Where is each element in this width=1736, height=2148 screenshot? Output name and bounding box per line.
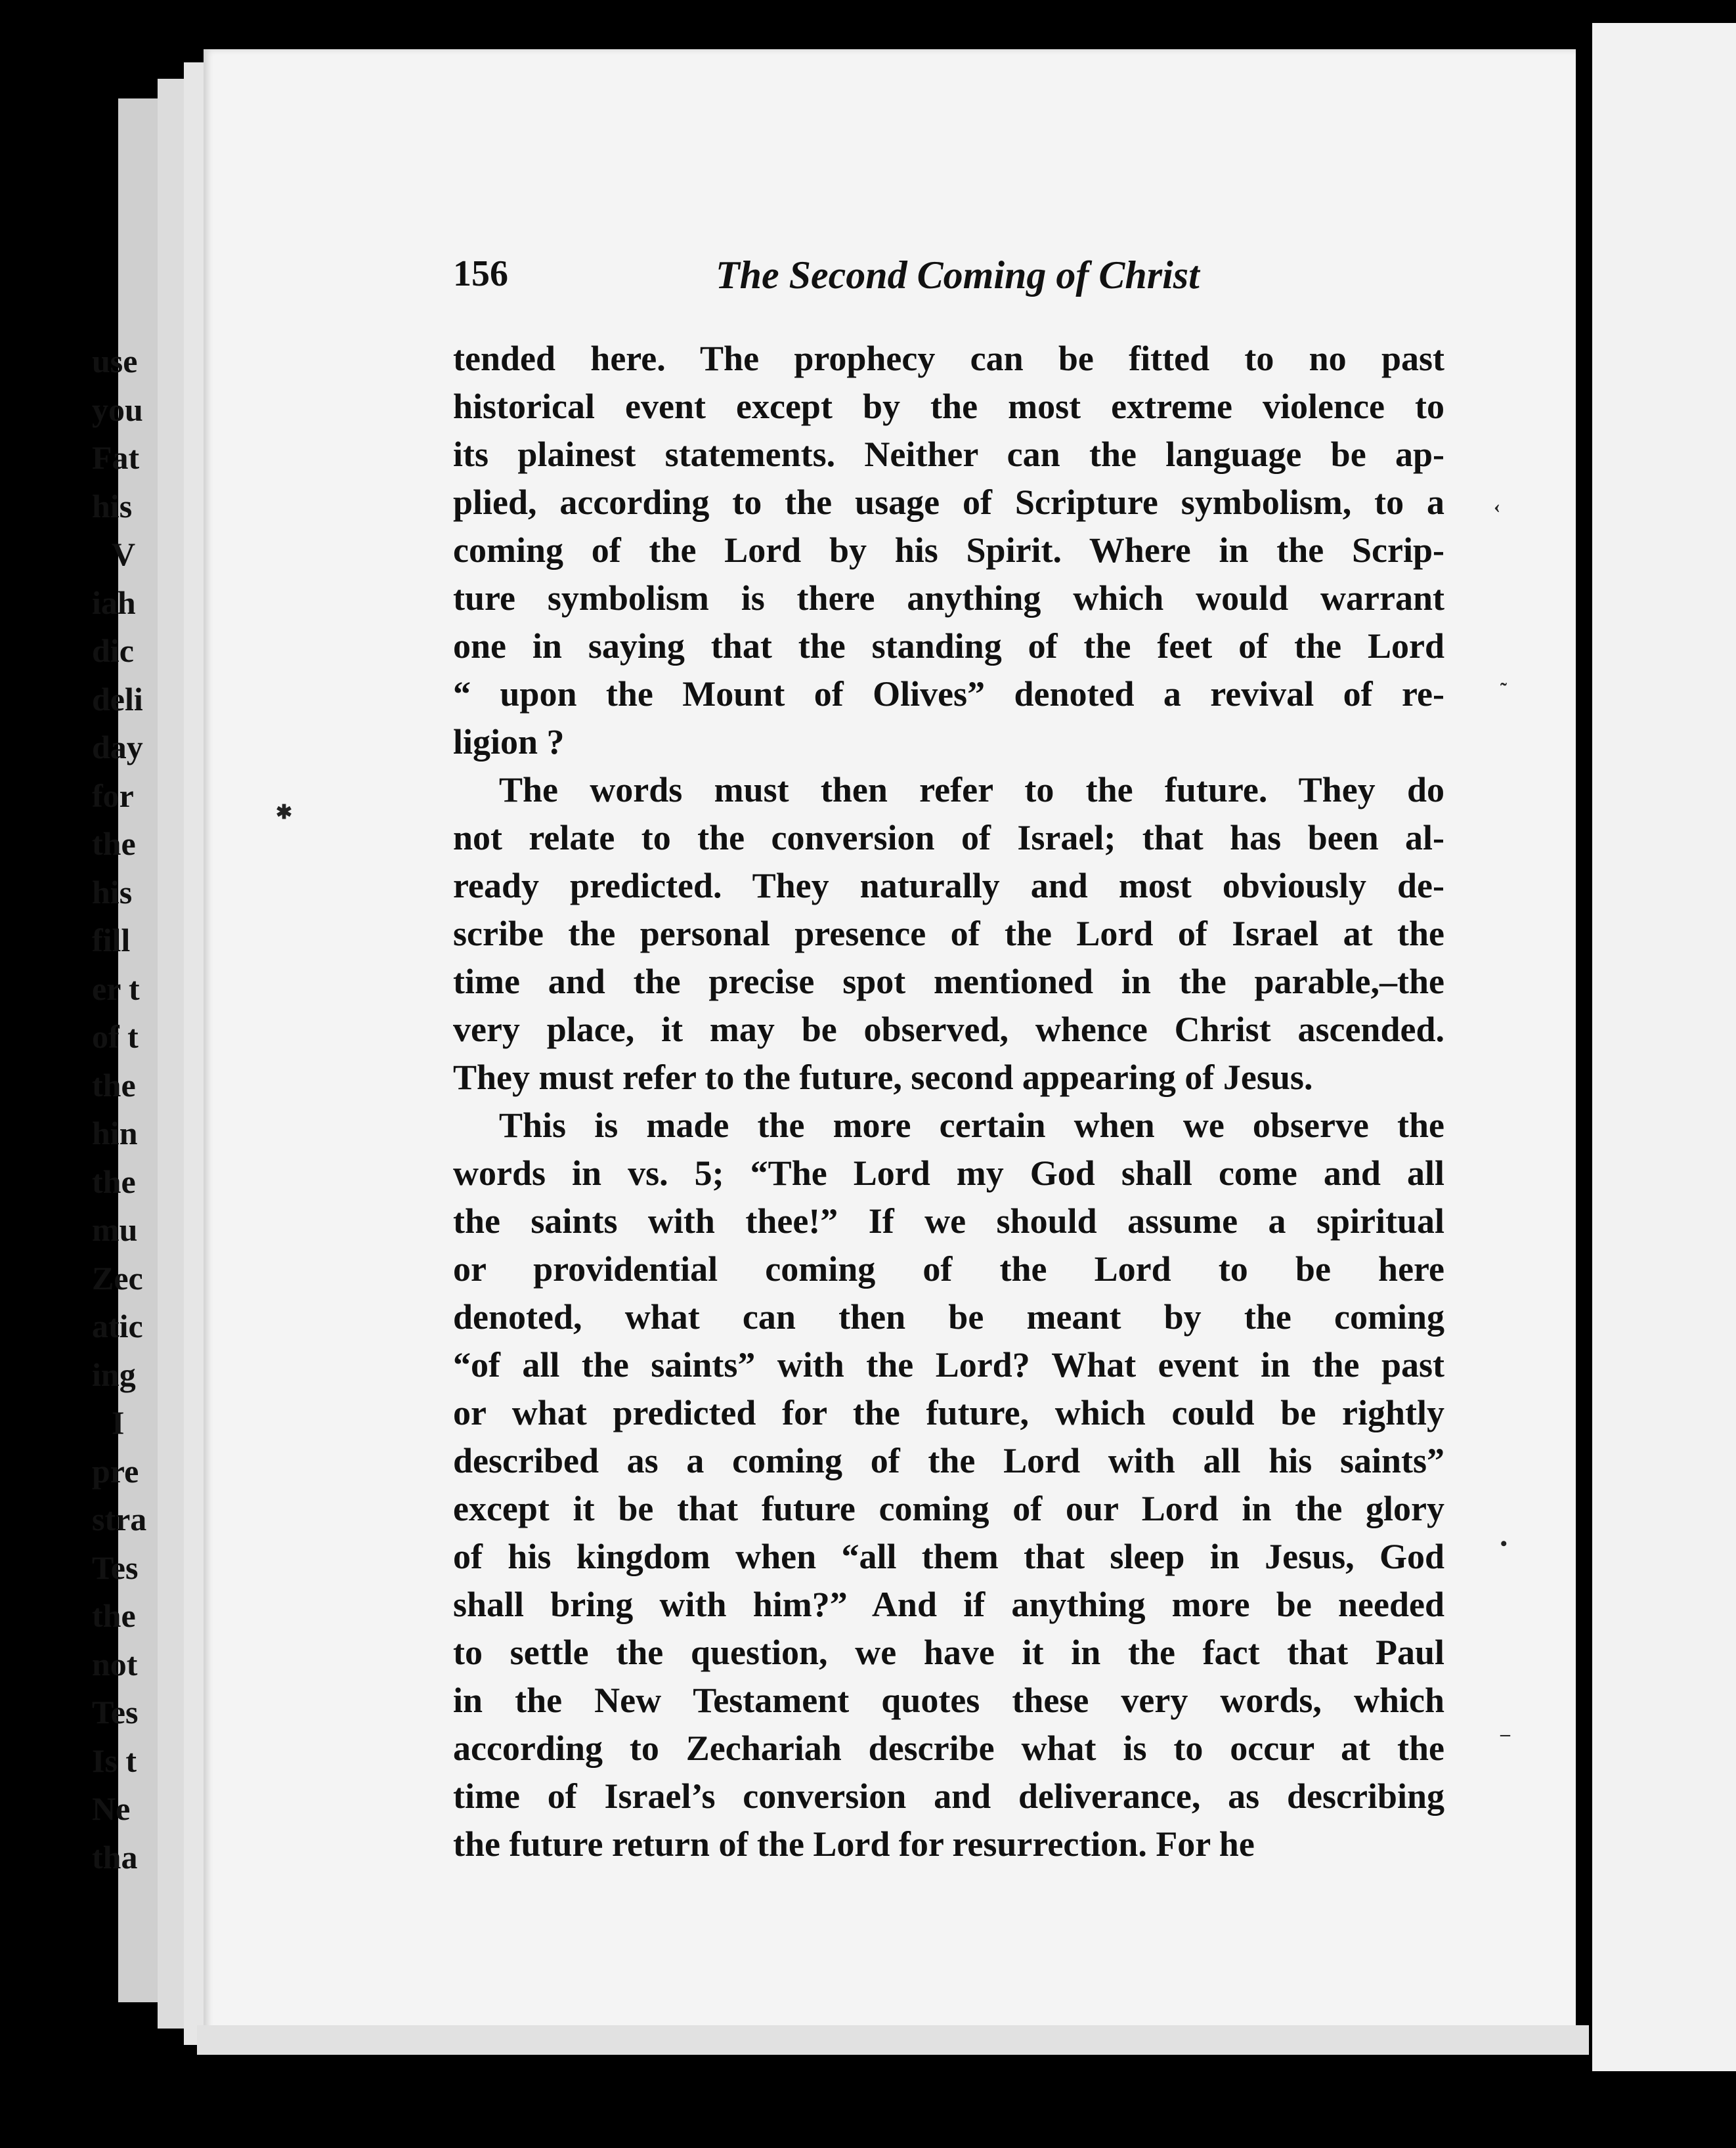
body-line: one in saying that the standing of the feet of the Lord <box>453 626 1444 666</box>
margin-mark: • <box>1500 1533 1508 1555</box>
margin-mark: – <box>1500 1723 1510 1745</box>
facing-page-fragment: ing <box>92 1356 136 1393</box>
facing-page-fragment: dic <box>92 632 134 669</box>
body-line: time of Israel’s conversion and deliverance, as describing <box>453 1776 1444 1816</box>
margin-mark: ˜ <box>1500 679 1507 701</box>
page-number: 156 <box>453 253 508 294</box>
facing-page-fragment: the <box>92 1066 136 1104</box>
body-line: to settle the question, we have it in the fact that Paul <box>453 1633 1444 1672</box>
facing-page-fragment: the <box>92 1163 136 1200</box>
body-line: coming of the Lord by his Spirit. Where in the Scrip- <box>453 530 1444 570</box>
facing-page-fragment: pre <box>92 1452 139 1490</box>
body-line: “of all the saints” with the Lord? What event in the past <box>453 1345 1444 1385</box>
body-line: This is made the more certain when we observe the <box>499 1106 1444 1145</box>
running-head: The Second Coming of Christ <box>716 253 1200 297</box>
body-line: They must refer to the future, second appearing of Jesus. <box>453 1058 1313 1097</box>
body-line: The words must then refer to the future. They do <box>499 770 1444 809</box>
body-line: tended here. The prophecy can be fitted to no past <box>453 339 1444 378</box>
facing-page-fragment: er t <box>92 970 140 1007</box>
facing-page-fragment: V <box>112 536 136 572</box>
facing-page-fragment: Tes <box>92 1694 139 1730</box>
page-header <box>453 253 1451 305</box>
facing-page-fragment: mu <box>92 1211 138 1248</box>
book-edge <box>184 62 204 2045</box>
facing-page-fragment: iah <box>92 584 136 621</box>
facing-page-fragment: not <box>92 1645 138 1683</box>
body-line: time and the precise spot mentioned in the parable,–the <box>453 962 1444 1001</box>
body-line: very place, it may be observed, whence Christ ascended. <box>453 1010 1444 1049</box>
facing-page-fragment: Fat <box>92 439 140 476</box>
facing-page-fragment: Zec <box>92 1259 143 1297</box>
margin-mark: ✱ <box>276 802 293 823</box>
body-line: the saints with thee!” If we should assume a spiritual <box>453 1201 1444 1241</box>
body-line: described as a coming of the Lord with all his saints” <box>453 1441 1444 1480</box>
body-line: ligion ? <box>453 722 565 762</box>
body-line: according to Zechariah describe what is to occur at the <box>453 1729 1444 1768</box>
body-line: of his kingdom when “all them that sleep in Jesus, God <box>453 1537 1444 1576</box>
body-line: ture symbolism is there anything which would warrant <box>453 578 1444 618</box>
facing-page-fragment: deli <box>92 680 143 718</box>
body-line: not relate to the conversion of Israel; that has been al- <box>453 818 1444 857</box>
facing-page-fragment: I <box>112 1404 125 1441</box>
facing-page-fragment: Ne <box>92 1790 131 1827</box>
facing-page-fragment: use <box>92 343 138 379</box>
body-line: words in vs. 5; “The Lord my God shall come and all <box>453 1153 1444 1193</box>
facing-page-fragment: the <box>92 825 136 862</box>
facing-page-fragment: stra <box>92 1501 147 1537</box>
body-line: scribe the personal presence of the Lord of Israel at the <box>453 914 1444 953</box>
facing-page-fragment: tha <box>92 1838 138 1876</box>
facing-page-fragment: day <box>92 729 143 765</box>
facing-page-fragment: the <box>92 1597 136 1634</box>
body-line: or providential coming of the Lord to be here <box>453 1249 1444 1289</box>
facing-page-fragment: for <box>92 777 134 814</box>
body-line: the future return of the Lord for resurrection. For he <box>453 1824 1255 1864</box>
facing-page-fragment: fill <box>92 922 131 958</box>
body-line: ready predicted. They naturally and most obviously de- <box>453 866 1444 905</box>
facing-page-fragment: atic <box>92 1308 143 1344</box>
body-line: denoted, what can then be meant by the coming <box>453 1297 1444 1337</box>
book-edge <box>158 79 184 2029</box>
body-text <box>453 335 1444 1868</box>
facing-page-fragment: his <box>92 873 133 911</box>
body-line: or what predicted for the future, which could be rightly <box>453 1393 1444 1432</box>
body-line: its plainest statements. Neither can the language be ap- <box>453 435 1444 474</box>
facing-page-fragment: you <box>92 391 143 428</box>
body-line: shall bring with him?” And if anything more be needed <box>453 1585 1444 1624</box>
facing-page-fragment: of t <box>92 1018 139 1055</box>
facing-page-fragment: Is t <box>92 1742 137 1779</box>
body-line: historical event except by the most extreme violence to <box>453 387 1444 426</box>
facing-page-fragment: Tes <box>92 1549 139 1586</box>
body-line: in the New Testament quotes these very words, which <box>453 1681 1444 1720</box>
page-bottom-edge <box>197 2025 1589 2055</box>
facing-page-fragment: hin <box>92 1115 138 1151</box>
body-line: plied, according to the usage of Scripture symbolism, to a <box>453 483 1444 522</box>
facing-page-fragment: his <box>92 487 133 525</box>
margin-mark: ‹ <box>1494 496 1500 517</box>
body-line: “ upon the Mount of Olives” denoted a revival of re- <box>453 674 1444 714</box>
body-line: except it be that future coming of our Lord in the glory <box>453 1489 1444 1528</box>
